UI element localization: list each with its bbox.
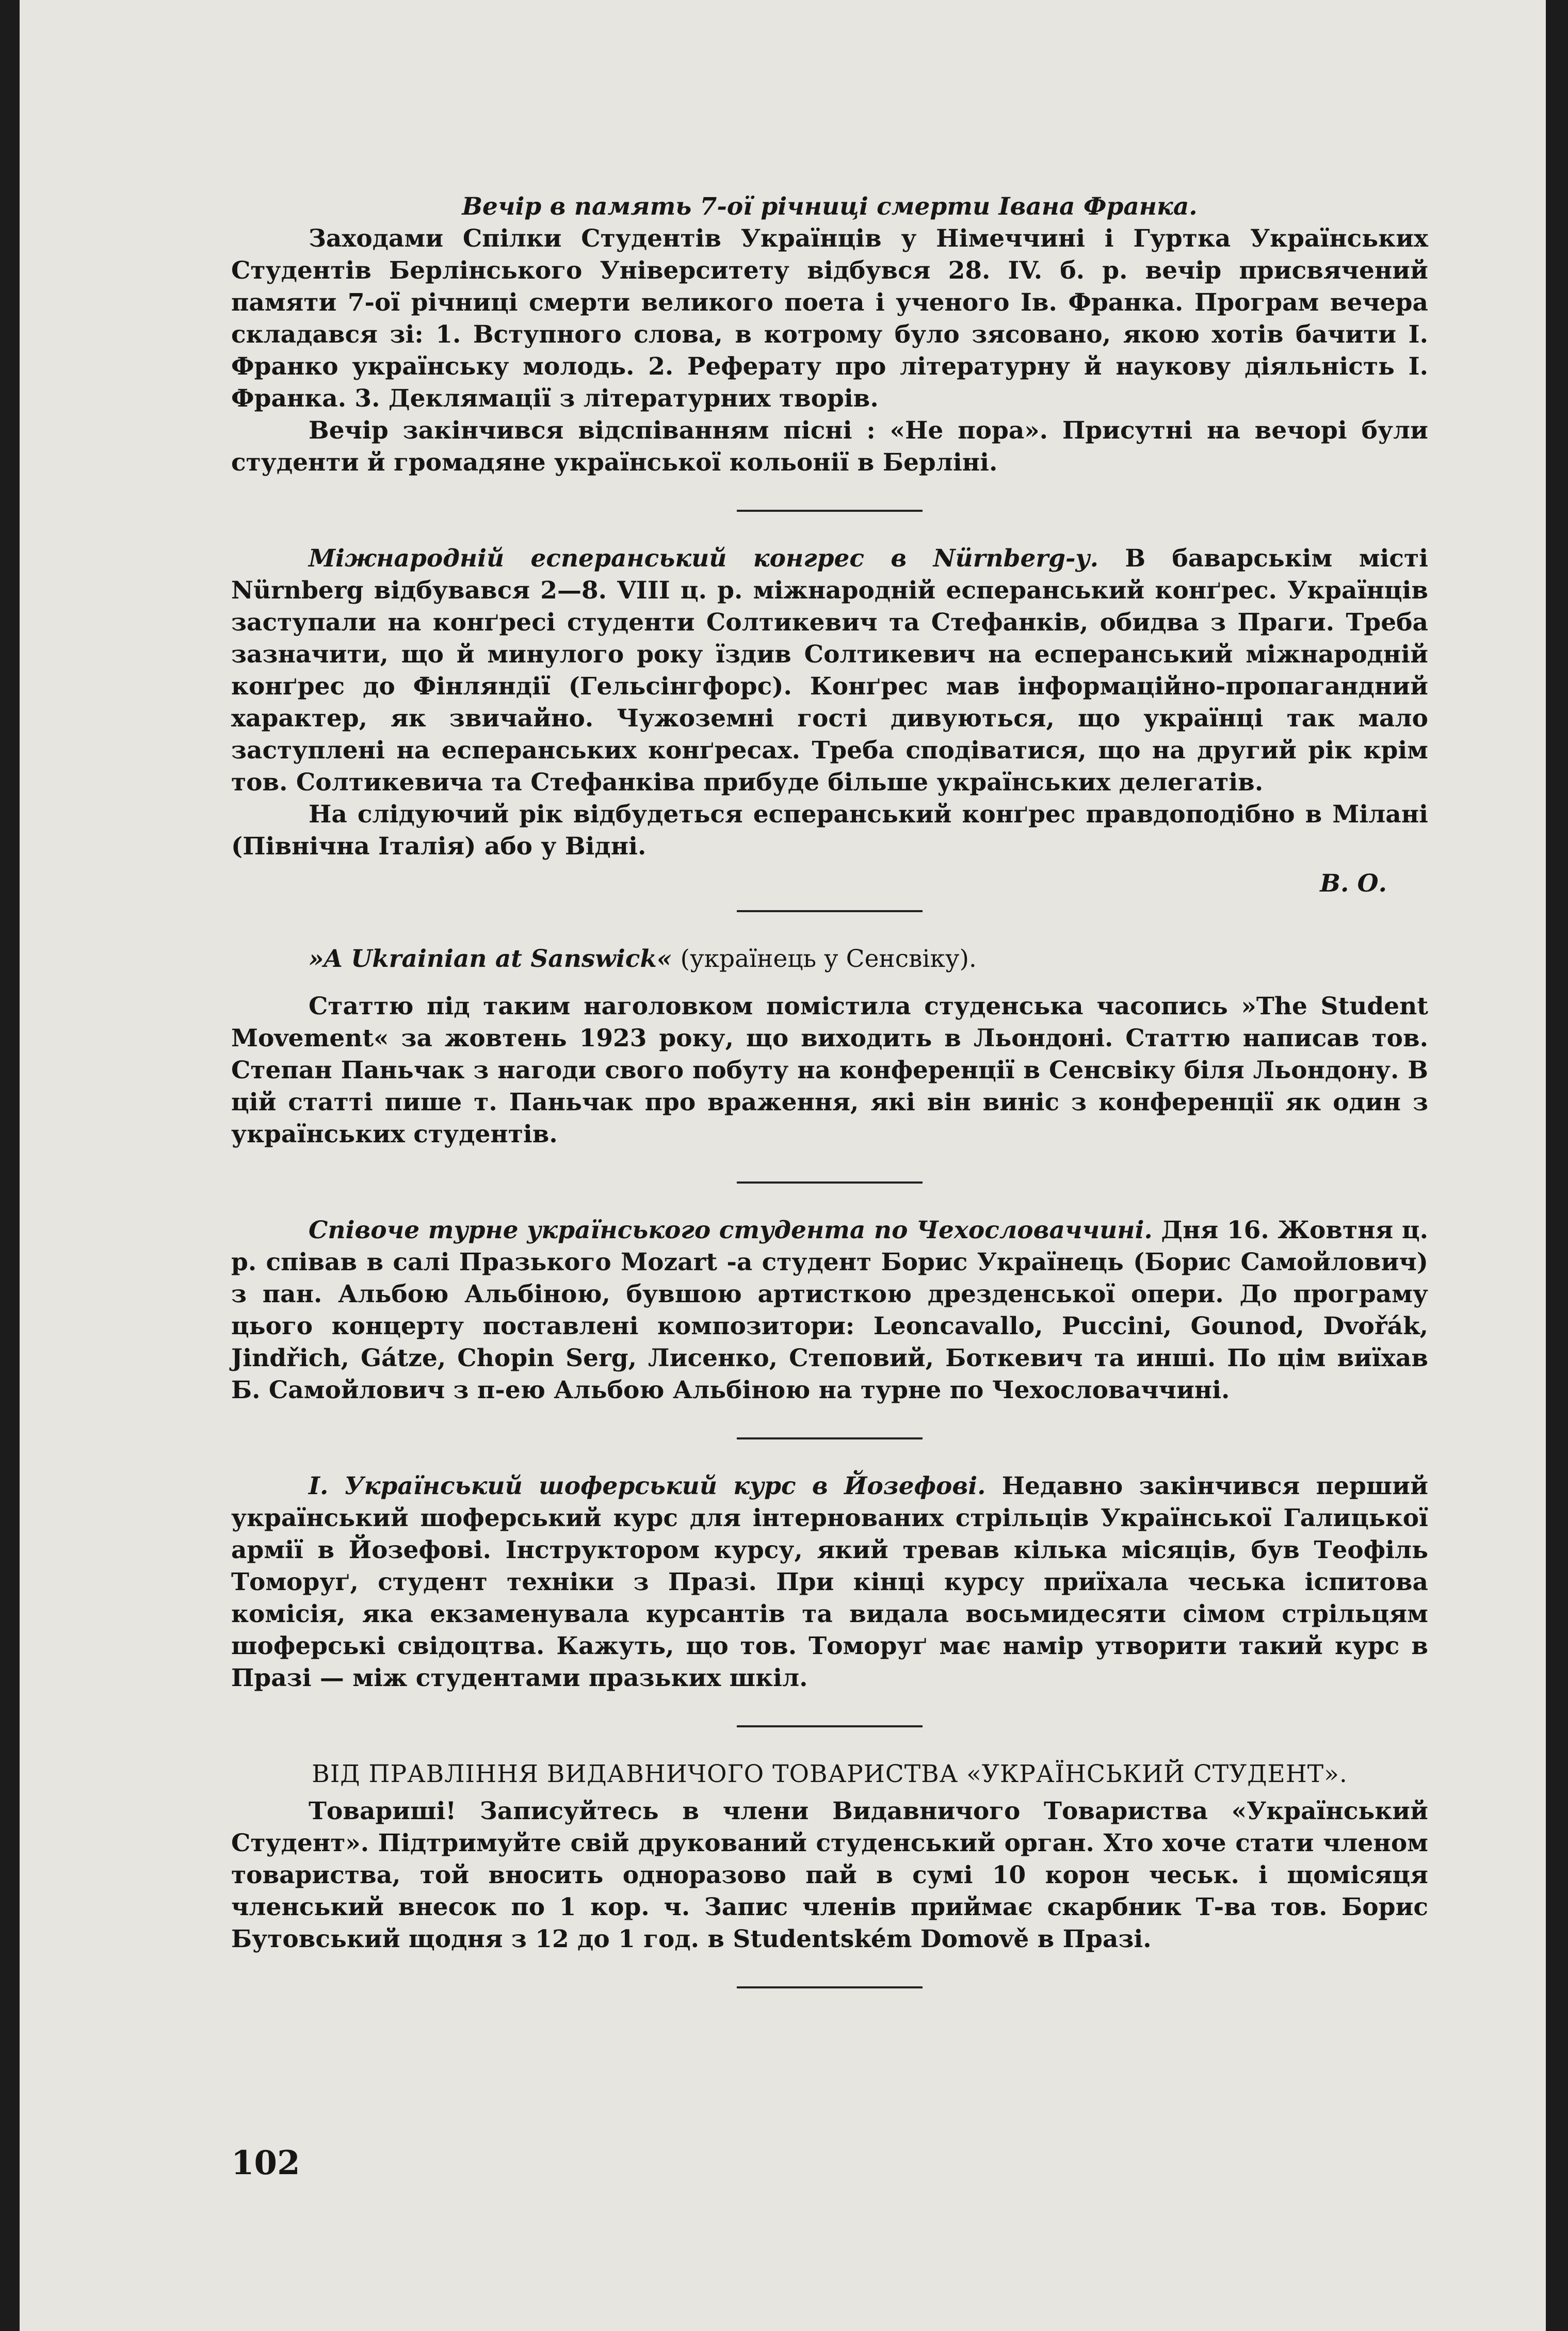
- page-number: 102: [231, 2144, 300, 2182]
- article-franko-paragraph-1: Заходами Спілки Студентів Українців у Німеччині і Гуртка Українських Студентів Берлінського Університету відбувся 28. IV. б. р. вечір присвячений памяти 7-ої річниці смерти великого поета і ученого Ів. Франка. Програм вечера складався зі: 1. Вступного слова, в котрому було зясовано, якою хотів бачити І. Франко українську молодь. 2. Реферату про літературну й наукову діяльність І. Франка. 3. Деклямації з літературних творів.: [231, 224, 1428, 413]
- article-sanswick-paragraph: Статтю під таким наголовком помістила студенська часопись »The Student Movement« за жовтень 1923 року, що виходить в Льондоні. Статтю написав тов. Степан Паньчак з нагоди свого побуту на конференції в Сенсвіку біля Льондону. В цій статті пише т. Паньчак про враження, які він виніс з конференції як один з українських студентів.: [231, 992, 1428, 1148]
- section-divider: [737, 1437, 923, 1439]
- section-divider: [737, 1725, 923, 1727]
- article-esperanto-paragraph-2: На слідуючий рік відбудеться есперанський конґрес правдоподібно в Мілані (Північна Італія) або у Відні.: [231, 800, 1428, 861]
- article-esperanto-text: В баварськім місті Nürnberg відбувався 2—8. VIII ц. р. міжнародній есперанський конґрес. Українців заступали на конґресі студенти Солтикевич та Стефанків, обидва з Праги. Треба зазначити, що й минулого року їздив Солтикевич на есперанський міжнародній конґрес до Фінляндії (Гельсінгфорс). Конґрес мав інформаційно-пропагандний характер, як звичайно. Чужоземні гості дивуються, що українці так мало заступлені на есперанських конґресах. Треба сподіватися, що на другий рік крім тов. Солтикевича та Стефанківа прибуде більше українських делегатів.: [231, 544, 1428, 797]
- article-franko-paragraph-2: Вечір закінчився відспіванням пісні : «Не пора». Присутні на вечорі були студенти й громадяне української кольонії в Берліні.: [231, 416, 1428, 477]
- page-text-column: [231, 191, 1428, 2019]
- society-notice-title: ВІД ПРАВЛІННЯ ВИДАВНИЧОГО ТОВАРИСТВА «УКРАЇНСЬКИЙ СТУДЕНТ».: [312, 1760, 1348, 1788]
- article-concert-paragraph: [231, 1215, 1428, 1406]
- article-driving-paragraph: [231, 1470, 1428, 1694]
- article-driving-text: Недавно закінчився перший український шоферський курс для інтернованих стрільців Української Галицької армії в Йозефові. Інструктором курсу, який тревав кілька місяців, був Теофіль Томоруґ, студент техніки з Празі. При кінці курсу приїхала чеська іспитова комісія, яка екзаменувала курсантів та видала восьмидесяти сімом стрільцям шоферські свідоцтва. Кажуть, що тов. Томоруґ має намір утворити такий курс в Празі — між студентами празьких шкіл.: [231, 1472, 1428, 1692]
- article-title-esperanto: Міжнародній есперанський конгрес в: [309, 544, 907, 573]
- article-title-driving: I. Український шоферський курс в Йозефові.: [309, 1472, 986, 1500]
- article-esperanto-signature: В. О.: [1320, 869, 1387, 898]
- article-title-concert: Співоче турне українського студента по Чехословаччині.: [309, 1216, 1153, 1244]
- article-title-franko: Вечір в память 7-ої річниці смерти Івана Франка.: [462, 192, 1198, 221]
- article-title-sanswick: »A Ukrainian at Sanswick«: [309, 945, 672, 973]
- section-divider: [737, 910, 923, 912]
- document-page: [20, 0, 1546, 2331]
- society-notice-paragraph: Товариші! Записуйтесь в члени Видавничого Товариства «Український Студент». Підтримуйте свій друкований студенський орган. Хто хоче стати членом товариства, той вносить одноразово пай в сумі 10 корон чеськ. і щомісяця членський внесок по 1 кор. ч. Запис членів приймає скарбник Т-ва тов. Борис Бутовський щодня з 12 до 1 год. в Studentském Domově в Празі.: [231, 1797, 1428, 1953]
- article-esperanto-paragraph-1: [231, 543, 1428, 799]
- article-sanswick-heading: [231, 943, 1428, 975]
- article-title-sanswick-note: (українець у Сенсвіку).: [680, 945, 977, 973]
- section-divider: [737, 510, 923, 512]
- section-divider: [737, 1986, 923, 1988]
- section-divider: [737, 1181, 923, 1184]
- article-concert-text: Дня 16. Жовтня ц. р. співав в салі Празького Mozart -а студент Борис Українець (Борис Самойлович) з пан. Альбою Альбіною, бувшою артисткою дрезденської опери. До програму цього концерту поставлені композитори: Leoncavallo, Puccini, Gounod, Dvořák, Jindřich, Gátze, Chopin Serg, Лисенко, Степовий, Боткевич та инші. По цім виїхав Б. Самойлович з п-ею Альбою Альбіною на турне по Чехословаччині.: [231, 1216, 1428, 1404]
- article-title-esperanto-place: Nürnberg-у.: [933, 544, 1099, 573]
